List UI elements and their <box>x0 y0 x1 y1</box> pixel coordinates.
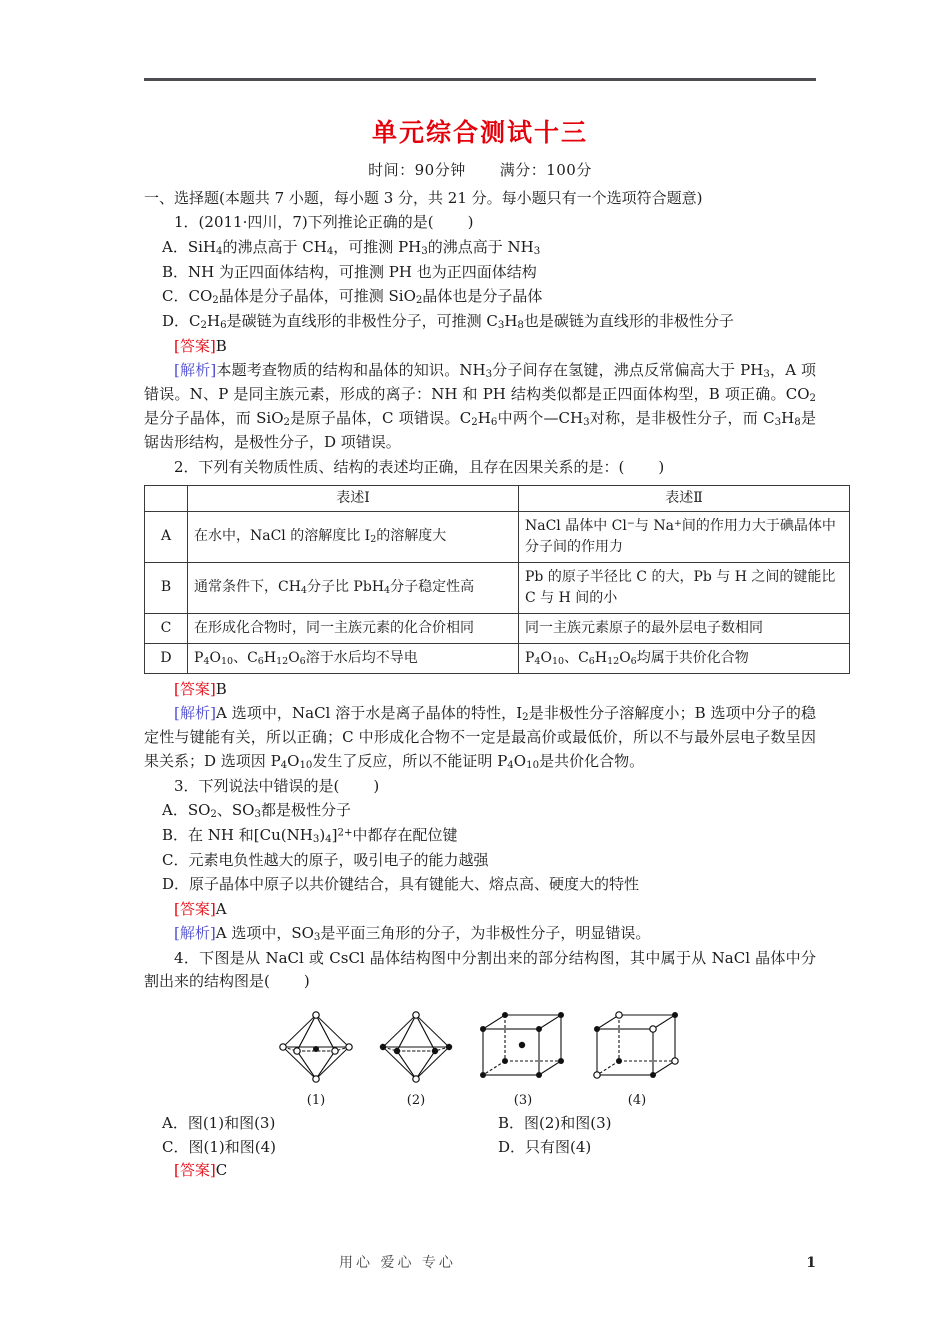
answer-value: B <box>215 680 227 699</box>
table-row <box>145 562 850 613</box>
table-row-key-b: B <box>145 562 188 613</box>
table-cell-b-expr1: 通常条件下，$CH_4$分子比 PbH$_4$分子稳定性高 <box>188 562 519 613</box>
question-2-analysis: [解析]A 选项中，NaCl 溶于水是离子晶体的特性，$I_2$是非极性分子溶解度小；B 选项中分子的稳定性与键能有关，所以正确；C 中形成化合物不一定是最高价或最低价，所以不与最外层电子数呈因果关系；D 选项因 $P_4O_{10}$发生了反应，所以不能证明 $P_4O_{10}$是共价化合物。 <box>144 704 816 771</box>
question-4-option-b: B．图(2)和图(3) <box>498 1114 612 1133</box>
question-1-stem-text: 1．(2011·四川，7)下列推论正确的是( <box>174 213 434 232</box>
question-4-option-d: D．只有图(4) <box>498 1137 592 1156</box>
question-1-option-b: B．NH 为正四面体结构，可推测 PH 也为正四面体结构 <box>162 262 537 281</box>
answer-label: [答案] <box>174 899 216 918</box>
question-1-option-c: C．$CO_2$晶体是分子晶体，可推测 SiO$_2$晶体也是分子晶体 <box>162 286 543 307</box>
question-4-answer <box>144 1159 816 1182</box>
table-row <box>145 643 850 673</box>
table-header-expr2: 表述Ⅱ <box>519 485 850 511</box>
table-header-key <box>145 485 188 511</box>
table-cell-d-expr2: $P_4O_{10}$、$C_6H_{12}O_6$均属于共价化合物 <box>519 643 850 673</box>
expressions-table <box>144 485 850 674</box>
table-row-key-a: A <box>145 511 188 562</box>
table-header-expr1: 表述Ⅰ <box>188 485 519 511</box>
question-4-stem-tail: ) <box>303 972 310 991</box>
figure-1-caption: (1) <box>306 1093 326 1109</box>
question-3-analysis: [解析]A 选项中，$SO_3$是平面三角形的分子，为非极性分子，明显错误。 <box>174 923 651 944</box>
table-row <box>145 511 850 562</box>
question-4-options-row-2 <box>144 1136 816 1159</box>
question-4-option-a: A．图(1)和图(3) <box>162 1114 276 1133</box>
figure-2-caption: (2) <box>406 1093 426 1109</box>
figure-2 <box>373 1007 459 1108</box>
footer-page-number: 1 <box>806 1255 816 1271</box>
table-header-row <box>145 485 850 511</box>
question-4-options-row-1 <box>144 1112 816 1135</box>
cube-alternating-vertices-icon <box>587 1007 687 1087</box>
question-1-stem <box>144 211 816 234</box>
question-1-analysis: [解析]本题考查物质的结构和晶体的知识。$NH_3$分子间存在氢键，沸点反常偏高大于 $PH_3$，A 项错误。N、P 是同主族元素，形成的离子：NH 和 PH 结构类似都是正四面体构型，B 项正确。$CO_2$是分子晶体，而 SiO$_2$是原子晶体，C 项错误。$C_2H_6$中两个$—CH_3$对称，是非极性分子，而 $C_3H_8$是锯齿形结构，是极性分子，D 项错误。 <box>144 361 816 452</box>
question-3-stem-text: 3．下列说法中错误的是( <box>174 776 340 795</box>
exam-score-label: 满分：100分 <box>499 161 592 179</box>
exam-time-label: 时间：90分钟 <box>368 161 466 179</box>
octahedron-filled-equator-icon <box>373 1007 459 1087</box>
question-2-stem-tail: ) <box>658 457 665 476</box>
question-3-answer <box>144 898 816 921</box>
figure-3 <box>473 1007 573 1108</box>
question-1-stem-tail: ) <box>467 213 474 232</box>
section-heading: 一、选择题(本题共 7 小题，每小题 3 分，共 21 分。每小题只有一个选项符合题意) <box>144 189 703 207</box>
table-row-key-c: C <box>145 613 188 643</box>
answer-label: [答案] <box>174 680 216 699</box>
table-row-key-d: D <box>145 643 188 673</box>
question-3-option-d: D．原子晶体中原子以共价键结合，具有键能大、熔点高、硬度大的特性 <box>162 875 640 894</box>
cube-body-centered-filled-icon <box>473 1007 573 1087</box>
footer-slogan: 用心 爱心 专心 <box>339 1255 456 1271</box>
table-cell-a-expr1: 在水中，NaCl 的溶解度比 $I_2$的溶解度大 <box>188 511 519 562</box>
figure-3-caption: (3) <box>513 1093 533 1109</box>
page-footer <box>144 1252 816 1272</box>
answer-value: C <box>215 1160 228 1179</box>
question-4-stem-text: 4．下图是从 NaCl 或 CsCl 晶体结构图中分割出来的部分结构图，其中属于从 NaCl 晶体中分割出来的结构图是( <box>144 948 816 991</box>
crystal-structure-figures <box>144 1007 816 1108</box>
figure-4 <box>587 1007 687 1108</box>
question-3-option-a: A．$SO_2$、$SO_3$都是极性分子 <box>162 800 351 821</box>
question-2-answer <box>144 678 816 701</box>
question-3-stem <box>144 775 816 798</box>
exam-meta <box>144 159 816 180</box>
answer-value: B <box>215 336 227 355</box>
figure-1 <box>273 1007 359 1108</box>
question-4-option-c: C．图(1)和图(4) <box>162 1137 276 1156</box>
analysis-label: [解析] <box>174 361 217 380</box>
question-4-stem <box>144 947 816 994</box>
question-2-stem-text: 2．下列有关物质性质、结构的表述均正确，且存在因果关系的是：( <box>174 457 625 476</box>
figure-4-caption: (4) <box>627 1093 647 1109</box>
table-cell-d-expr1: $P_4O_{10}$、$C_6H_{12}O_6$溶于水后均不导电 <box>188 643 519 673</box>
answer-value: A <box>215 899 227 918</box>
question-1-answer <box>144 335 816 358</box>
table-cell-b-expr2: Pb 的原子半径比 C 的大，Pb 与 H 之间的键能比 C 与 H 间的小 <box>519 562 850 613</box>
octahedron-hollow-vertices-icon <box>273 1007 359 1087</box>
page-title: 单元综合测试十三 <box>371 118 588 147</box>
question-1-option-d: D．$C_2H_6$是碳链为直线形的非极性分子，可推测 $C_3H_8$也是碳链为直线形的非极性分子 <box>162 311 734 332</box>
analysis-label: [解析] <box>174 923 216 942</box>
question-2-stem <box>144 456 816 479</box>
question-3-option-b: B．在 NH 和$[Cu(NH_3)_4]^{2+}$中都存在配位键 <box>162 826 458 846</box>
table-cell-a-expr2: NaCl 晶体中 Cl−与 Na+间的作用力大于碘晶体中分子间的作用力 <box>519 511 850 562</box>
question-1-option-a: A．SiH$_4$的沸点高于 $CH_4$，可推测 $PH_3$的沸点高于 $NH_3$ <box>162 237 541 257</box>
header-rule <box>144 78 816 81</box>
answer-label: [答案] <box>174 1160 216 1179</box>
question-3-option-c: C．元素电负性越大的原子，吸引电子的能力越强 <box>162 851 489 870</box>
analysis-label: [解析] <box>174 704 216 723</box>
question-3-stem-tail: ) <box>373 776 380 795</box>
table-cell-c-expr2: 同一主族元素原子的最外层电子数相同 <box>519 613 850 643</box>
page-content <box>144 78 836 1183</box>
table-cell-c-expr1: 在形成化合物时，同一主族元素的化合价相同 <box>188 613 519 643</box>
table-row <box>145 613 850 643</box>
answer-label: [答案] <box>174 336 216 355</box>
